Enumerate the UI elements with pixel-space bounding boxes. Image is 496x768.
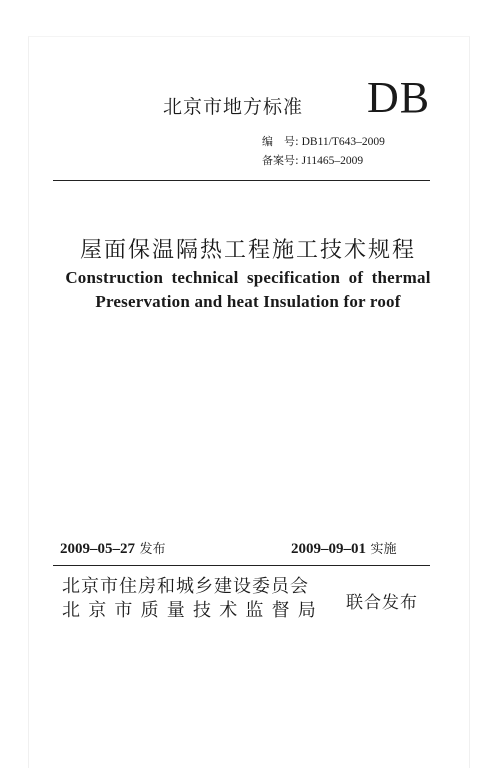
title-english-line1: Construction technical specification of thermal [65,268,431,287]
effective-date-line [291,538,396,558]
record-number [262,152,363,168]
page-frame [28,36,470,768]
title-chinese: 屋面保温隔热工程施工技术规程 [79,238,416,263]
standard-number-label: 编 号: [262,135,299,148]
title-english-line2: Preservation and heat Insulation for roof [95,292,401,311]
joint-issue-label: 联合发布 [346,593,418,613]
issuing-authority-header: 北京市地方标准 [163,96,304,118]
issue-label: 发布 [139,542,166,557]
standard-number-value: DB11/T643–2009 [301,136,385,148]
standard-code-db: DB [367,73,431,122]
record-number-label: 备案号: [262,154,299,167]
top-divider [53,180,430,181]
bottom-divider [53,565,430,566]
issuer-housing-commission: 北京市住房和城乡建设委员会 [62,576,309,597]
effective-date: 2009–09–01 [291,541,366,557]
record-number-value: J11465–2009 [301,155,364,167]
issuer-quality-bureau: 北京市质量技术监督局 [62,600,324,621]
issue-date-line [60,538,165,558]
standard-number [262,133,385,149]
effective-label: 实施 [370,542,397,557]
issue-date: 2009–05–27 [60,541,135,557]
